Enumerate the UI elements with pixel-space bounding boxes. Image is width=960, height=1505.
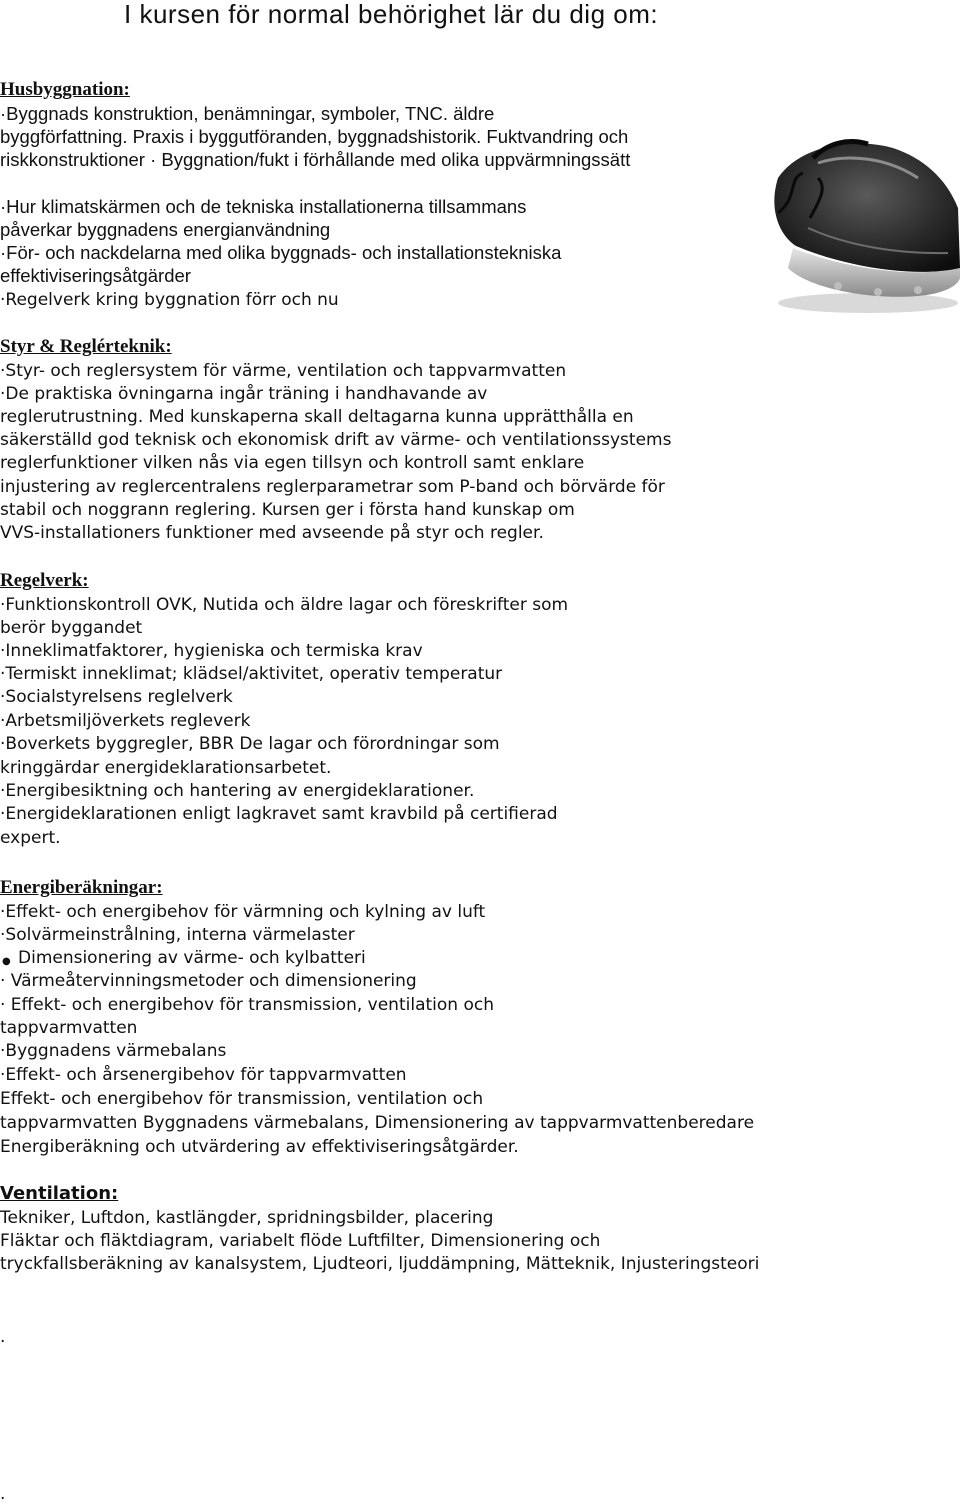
section-heading-husbyggnation: Husbyggnation: xyxy=(0,79,130,100)
text-line: ·Hur klimatskärmen och de tekniska installationerna tillsammans xyxy=(0,196,527,217)
section-heading-ventilation: Ventilation: xyxy=(0,1183,119,1204)
text-line: ·Solvärmeinstrålning, interna värmelaster xyxy=(0,925,355,945)
text-line: ·Termiskt inneklimat; klädsel/aktivitet, operativ temperatur xyxy=(0,664,503,684)
trailing-dot: . xyxy=(0,1327,6,1347)
text-line: ·Energibesiktning och hantering av energideklarationer. xyxy=(0,781,475,801)
section-heading-regelverk: Regelverk: xyxy=(0,570,89,591)
text-line: ·Funktionskontroll OVK, Nutida och äldre lagar och föreskrifter som xyxy=(0,595,569,615)
text-line: · Värmeåtervinningsmetoder och dimensionering xyxy=(0,971,417,991)
trailing-dot: . xyxy=(0,1484,6,1504)
text-line: påverkar byggnadens energianvändning xyxy=(0,219,331,240)
text-line: stabil och noggrann reglering. Kursen ger i första hand kunskap om xyxy=(0,500,575,520)
text-line: ·Styr- och reglersystem för värme, ventilation och tappvarmvatten xyxy=(0,361,567,381)
text-line: ·Byggnadens värmebalans xyxy=(0,1041,227,1061)
text-line: Dimensionering av värme- och kylbatteri xyxy=(18,948,366,968)
bullet-icon: ● xyxy=(2,956,11,967)
shoe-image xyxy=(718,118,960,318)
text-line: ·Effekt- och energibehov för värmning och kylning av luft xyxy=(0,902,486,922)
text-line: tryckfallsberäkning av kanalsystem, Ljudteori, ljuddämpning, Mätteknik, Injusteringsteori xyxy=(0,1254,760,1274)
text-line: Fläktar och fläktdiagram, variabelt flöde Luftfilter, Dimensionering och xyxy=(0,1231,601,1251)
text-line: ·Regelverk kring byggnation förr och nu xyxy=(0,290,339,310)
text-line: tappvarmvatten Byggnadens värmebalans, Dimensionering av tappvarmvattenberedare xyxy=(0,1113,755,1133)
text-line: ·Boverkets byggregler, BBR De lagar och förordningar som xyxy=(0,734,500,754)
text-line: Tekniker, Luftdon, kastlängder, spridningsbilder, placering xyxy=(0,1208,494,1228)
page-title: I kursen för normal behörighet lär du dig om: xyxy=(124,0,659,29)
section-heading-styr: Styr & Reglérteknik: xyxy=(0,336,172,357)
text-line: ·Energideklarationen enligt lagkravet samt kravbild på certifierad xyxy=(0,804,558,824)
text-line: ·För- och nackdelarna med olika byggnads- och installationstekniska xyxy=(0,242,562,263)
text-line: riskkonstruktioner · Byggnation/fukt i förhållande med olika uppvärmningssätt xyxy=(0,149,631,170)
text-line: Effekt- och energibehov för transmission, ventilation och xyxy=(0,1089,484,1109)
text-line: reglerutrustning. Med kunskaperna skall deltagarna kunna upprätthålla en xyxy=(0,407,634,427)
text-line: ·Arbetsmiljöverkets regleverk xyxy=(0,711,251,731)
text-line: ·Byggnads konstruktion, benämningar, symboler, TNC. äldre xyxy=(0,103,495,124)
text-line: tappvarmvatten xyxy=(0,1018,138,1038)
text-line: berör byggandet xyxy=(0,618,143,638)
text-line: kringgärdar energideklarationsarbetet. xyxy=(0,758,332,778)
text-line: byggförfattning. Praxis i byggutföranden, byggnadshistorik. Fuktvandring och xyxy=(0,126,629,147)
text-line: VVS-installationers funktioner med avseende på styr och regler. xyxy=(0,523,544,543)
text-line: ·Effekt- och årsenergibehov för tappvarmvatten xyxy=(0,1065,407,1085)
text-line: injustering av reglercentralens reglerparametrar som P-band och börvärde för xyxy=(0,477,665,497)
text-line: reglerfunktioner vilken nås via egen tillsyn och kontroll samt enklare xyxy=(0,453,585,473)
text-line: ·De praktiska övningarna ingår träning i handhavande av xyxy=(0,384,488,404)
text-line: ·Inneklimatfaktorer, hygieniska och termiska krav xyxy=(0,641,423,661)
section-heading-energiberakningar: Energiberäkningar: xyxy=(0,877,163,898)
text-line: ·Socialstyrelsens reglelverk xyxy=(0,687,233,707)
text-line: effektiviseringsåtgärder xyxy=(0,265,191,286)
text-line: säkerställd god teknisk och ekonomisk drift av värme- och ventilationssystems xyxy=(0,430,672,450)
text-line: · Effekt- och energibehov för transmission, ventilation och xyxy=(0,995,494,1015)
text-line: Energiberäkning och utvärdering av effektiviseringsåtgärder. xyxy=(0,1137,519,1157)
text-line: expert. xyxy=(0,828,61,848)
